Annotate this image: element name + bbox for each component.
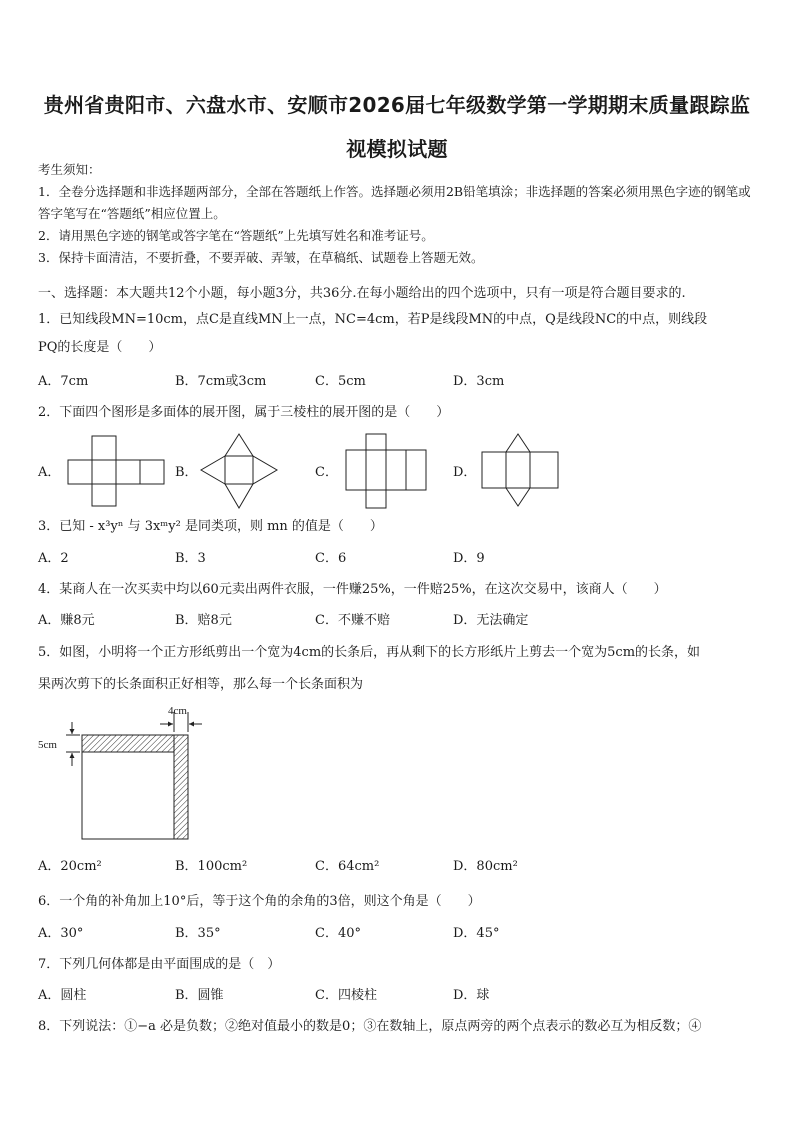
- option-b[interactable]: B．圆锥: [175, 988, 224, 1003]
- option-a[interactable]: A．20cm²: [38, 859, 102, 874]
- question-6: 6．一个角的补角加上10°后，等于这个角的余角的3倍，则这个角是（ ）: [38, 894, 481, 909]
- option-b[interactable]: B．7cm或3cm: [175, 374, 267, 389]
- question-6-options: [38, 923, 756, 945]
- option-a[interactable]: A．: [38, 465, 61, 480]
- option-d[interactable]: D．球: [453, 988, 490, 1003]
- notice-heading: 考生须知：: [38, 162, 101, 177]
- question-8: 8．下列说法：①−a 必是负数；②绝对值最小的数是0；③在数轴上，原点两旁的两个点表示的数必互为相反数；④: [38, 1019, 702, 1034]
- question-1: [38, 309, 756, 359]
- option-b[interactable]: B．: [175, 465, 198, 480]
- figure-label-5cm: 5cm: [38, 739, 57, 751]
- section-heading: 一、选择题：本大题共12个小题，每小题3分，共36分.在每小题给出的四个选项中，只有一项是符合题目要求的.: [38, 286, 686, 301]
- option-c[interactable]: C．不赚不赔: [315, 613, 390, 628]
- option-d[interactable]: D．无法确定: [453, 613, 529, 628]
- notice-item-1: 1．全卷分选择题和非选择题两部分，全部在答题纸上作答。选择题必须用2B铅笔填涂；非选择题的答案必须用黑色字迹的钢笔或答字笔写在“答题纸”相应位置上。: [38, 184, 751, 221]
- option-b[interactable]: B．赔8元: [175, 613, 232, 628]
- option-c[interactable]: C．64cm²: [315, 859, 380, 874]
- net-figure-c: [340, 430, 440, 510]
- option-c[interactable]: C．6: [315, 551, 347, 566]
- exam-notice: [38, 159, 756, 269]
- option-d[interactable]: D．9: [453, 551, 485, 566]
- question-7-options: [38, 985, 756, 1007]
- question-2: 2．下面四个图形是多面体的展开图，属于三棱柱的展开图的是（ ）: [38, 405, 450, 420]
- question-3-options: [38, 548, 756, 570]
- net-figure-b: [195, 430, 285, 512]
- option-c[interactable]: C．四棱柱: [315, 988, 377, 1003]
- question-5-options: [38, 856, 756, 878]
- option-a[interactable]: A．30°: [38, 926, 84, 941]
- option-d[interactable]: D．45°: [453, 926, 500, 941]
- option-a[interactable]: A．圆柱: [38, 988, 87, 1003]
- question-5: [38, 642, 756, 696]
- option-d[interactable]: D．: [453, 465, 477, 480]
- notice-item-2: 2．请用黑色字迹的钢笔或答字笔在“答题纸”上先填写姓名和准考证号。: [38, 228, 434, 243]
- notice-item-3: 3．保持卡面清洁，不要折叠，不要弄破、弄皱，在草稿纸、试题卷上答题无效。: [38, 250, 484, 265]
- option-d[interactable]: D．80cm²: [453, 859, 518, 874]
- option-a[interactable]: A．7cm: [38, 374, 89, 389]
- option-c[interactable]: C．5cm: [315, 374, 366, 389]
- question-3: 3．已知 - x³yⁿ 与 3xᵐy² 是同类项，则 mn 的值是（ ）: [38, 519, 383, 534]
- option-c[interactable]: C．40°: [315, 926, 361, 941]
- question-4-options: [38, 610, 756, 632]
- option-a[interactable]: A．2: [38, 551, 69, 566]
- net-figure-a: [60, 430, 170, 510]
- option-d[interactable]: D．3cm: [453, 374, 505, 389]
- option-a[interactable]: A．赚8元: [38, 613, 95, 628]
- question-5-line-1: 5．如图，小明将一个正方形纸剪出一个宽为4cm的长条后，再从剩下的长方形纸片上剪去一个宽为5cm的长条，如: [38, 645, 701, 660]
- question-4: 4．某商人在一次买卖中均以60元卖出两件衣服，一件赚25%，一件赔25%，在这次交易中，该商人（ ）: [38, 582, 667, 597]
- page-title: 贵州省贵阳市、六盘水市、安顺市2026届七年级数学第一学期期末质量跟踪监视模拟试题: [43, 93, 751, 161]
- question-1-line-1: 1．已知线段MN=10cm，点C是直线MN上一点，NC=4cm，若P是线段MN的中点，Q是线段NC的中点，则线段: [38, 312, 708, 327]
- question-5-line-2: 果两次剪下的长条面积正好相等，那么每一个长条面积为: [38, 677, 364, 692]
- option-b[interactable]: B．100cm²: [175, 859, 248, 874]
- question-7: 7．下列几何体都是由平面围成的是（ ）: [38, 957, 281, 972]
- option-b[interactable]: B．35°: [175, 926, 221, 941]
- paper-strip-figure: [36, 702, 206, 847]
- net-figure-d: [478, 430, 564, 512]
- option-c[interactable]: C．: [315, 465, 338, 480]
- question-1-options: [38, 371, 756, 393]
- figure-label-4cm: 4cm: [168, 705, 187, 717]
- option-b[interactable]: B．3: [175, 551, 206, 566]
- question-1-line-2: PQ的长度是（ ）: [38, 340, 162, 355]
